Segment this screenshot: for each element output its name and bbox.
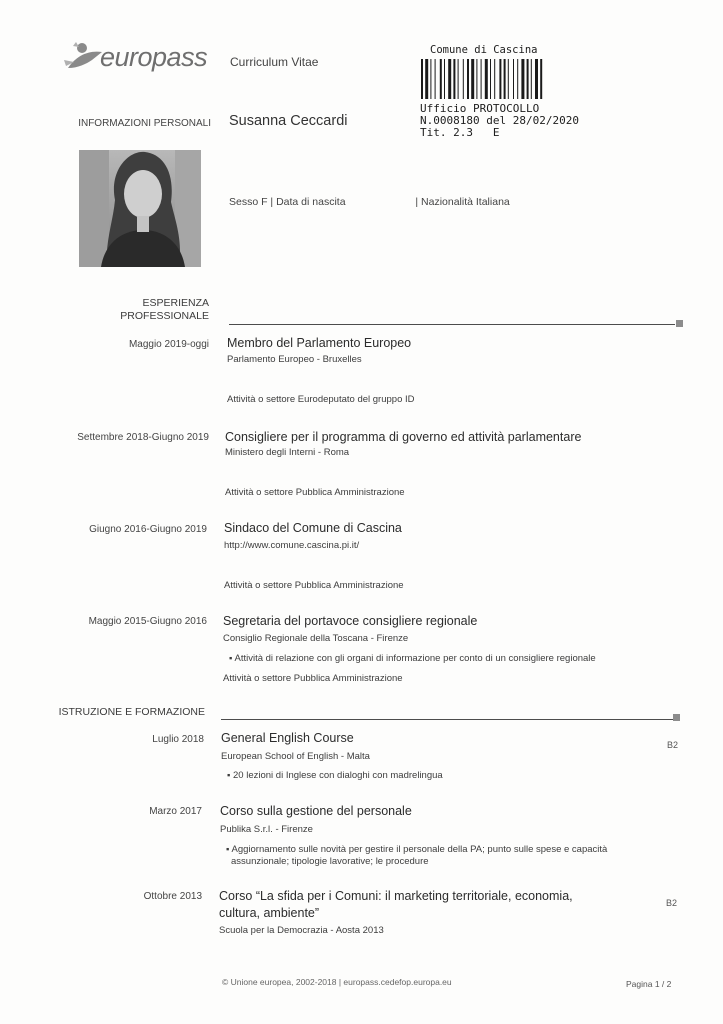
course-level-badge: B2 xyxy=(666,898,678,908)
protocol-stamp xyxy=(420,44,610,139)
job-sector xyxy=(223,673,403,684)
personal-details xyxy=(229,196,510,208)
barcode-bar xyxy=(531,59,532,99)
barcode-bar xyxy=(540,59,542,99)
barcode-bar xyxy=(513,59,514,99)
barcode-bar xyxy=(471,59,474,99)
job-date: Maggio 2015-Giugno 2016 xyxy=(88,616,207,627)
barcode-bar xyxy=(430,59,431,99)
stamp-classification xyxy=(420,127,610,139)
job-title: Segretaria del portavoce consigliere regionale xyxy=(223,614,478,628)
sector-label: Attività o settore xyxy=(227,394,296,405)
barcode-bar xyxy=(421,59,423,99)
stamp-office: Ufficio PROTOCOLLO xyxy=(420,102,540,115)
course-date: Ottobre 2013 xyxy=(143,891,202,902)
barcode-bar xyxy=(448,59,451,99)
barcode-bar xyxy=(508,59,509,99)
page-number: Pagina 1 / 2 xyxy=(626,979,672,989)
barcode-bar xyxy=(490,59,491,99)
sector-value: Pubblica Amministrazione xyxy=(295,487,405,498)
course-bullet: ▪ 20 lezioni di Inglese con dialoghi con madrelingua xyxy=(227,770,443,781)
job-title: Sindaco del Comune di Cascina xyxy=(224,521,402,535)
course-level-badge: B2 xyxy=(667,740,679,750)
barcode-bar xyxy=(463,59,464,99)
section-experience-line1: ESPERIENZA xyxy=(142,297,209,309)
stamp-title: Comune di Cascina xyxy=(430,44,538,56)
barcode-bar xyxy=(481,59,482,99)
course-date: Marzo 2017 xyxy=(149,806,202,817)
job-sector xyxy=(225,487,405,498)
barcode-bar xyxy=(527,59,529,99)
stamp-class: E xyxy=(492,126,500,139)
course-date: Luglio 2018 xyxy=(152,734,204,745)
sex-and-birthdate: Sesso F | Data di nascita xyxy=(229,196,346,208)
cv-label: Curriculum Vitae xyxy=(230,55,319,69)
sector-value: Eurodeputato del gruppo ID xyxy=(297,394,415,405)
barcode-bar xyxy=(494,59,495,99)
barcode-bar xyxy=(517,59,518,99)
job-employer: Parlamento Europeo - Bruxelles xyxy=(227,354,362,365)
sector-label: Attività o settore xyxy=(224,580,293,591)
job-sector xyxy=(224,580,404,591)
job-employer: Ministero degli Interni - Roma xyxy=(225,447,350,458)
divider-marker xyxy=(676,320,683,327)
job-bullet: ▪ Attività di relazione con gli organi di informazione per conto di un consigliere regionale xyxy=(229,653,596,664)
course-title: Corso “La sfida per i Comuni: il marketing territoriale, economia, xyxy=(219,889,573,903)
barcode-bar xyxy=(476,59,477,99)
course-bullet-cont: assunzionale; tipologie lavorative; le procedure xyxy=(231,856,429,867)
course-title: Corso sulla gestione del personale xyxy=(220,804,412,818)
sector-value: Pubblica Amministrazione xyxy=(294,580,404,591)
divider-marker xyxy=(673,714,680,721)
barcode-icon xyxy=(420,59,598,99)
barcode-bar xyxy=(485,59,488,99)
barcode-bar xyxy=(444,59,445,99)
job-date: Giugno 2016-Giugno 2019 xyxy=(89,524,207,535)
sector-label: Attività o settore xyxy=(225,487,294,498)
course-title: General English Course xyxy=(221,731,354,745)
section-experience xyxy=(120,297,209,323)
barcode-bar xyxy=(453,59,455,99)
section-experience-line2: PROFESSIONALE xyxy=(120,310,209,322)
course-bullet: ▪ Aggiornamento sulle novità per gestire il personale della PA; punto sulle spese e capacità xyxy=(226,844,608,855)
course-provider: Scuola per la Democrazia - Aosta 2013 xyxy=(219,925,384,936)
profile-photo xyxy=(79,150,201,267)
footer-copyright: © Unione europea, 2002-2018 | europass.cedefop.europa.eu xyxy=(222,977,452,987)
person-name: Susanna Ceccardi xyxy=(229,113,348,129)
europass-wordmark: europass xyxy=(100,42,208,72)
section-personal-info: INFORMAZIONI PERSONALI xyxy=(78,118,211,129)
course-title-cont: cultura, ambiente” xyxy=(219,906,320,920)
barcode-bar xyxy=(440,59,442,99)
sector-label: Attività o settore xyxy=(223,673,292,684)
job-employer: Consiglio Regionale della Toscana - Firenze xyxy=(223,633,409,644)
sector-value: Pubblica Amministrazione xyxy=(293,673,403,684)
job-employer-url[interactable]: http://www.comune.cascina.pi.it/ xyxy=(224,540,360,551)
section-divider xyxy=(229,324,675,325)
barcode-bar xyxy=(458,59,459,99)
course-provider: Publika S.r.l. - Firenze xyxy=(220,824,313,835)
barcode-bar xyxy=(504,59,506,99)
barcode-bar xyxy=(425,59,428,99)
job-date: Settembre 2018-Giugno 2019 xyxy=(77,432,209,443)
barcode-bar xyxy=(521,59,524,99)
stamp-number: N.0008180 del 28/02/2020 xyxy=(420,114,579,127)
section-education: ISTRUZIONE E FORMAZIONE xyxy=(58,706,205,718)
stamp-tit: Tit. 2.3 xyxy=(420,126,473,139)
barcode-bar xyxy=(467,59,469,99)
barcode-bar xyxy=(499,59,501,99)
job-title: Membro del Parlamento Europeo xyxy=(227,336,412,350)
job-sector xyxy=(227,394,415,405)
job-title: Consigliere per il programma di governo ed attività parlamentare xyxy=(225,430,582,444)
course-provider: European School of English - Malta xyxy=(221,751,370,762)
barcode-bar xyxy=(535,59,538,99)
barcode-bar xyxy=(435,59,436,99)
job-date: Maggio 2019-oggi xyxy=(128,339,209,350)
section-divider-line xyxy=(221,719,673,720)
nationality: | Nazionalità Italiana xyxy=(415,196,510,208)
